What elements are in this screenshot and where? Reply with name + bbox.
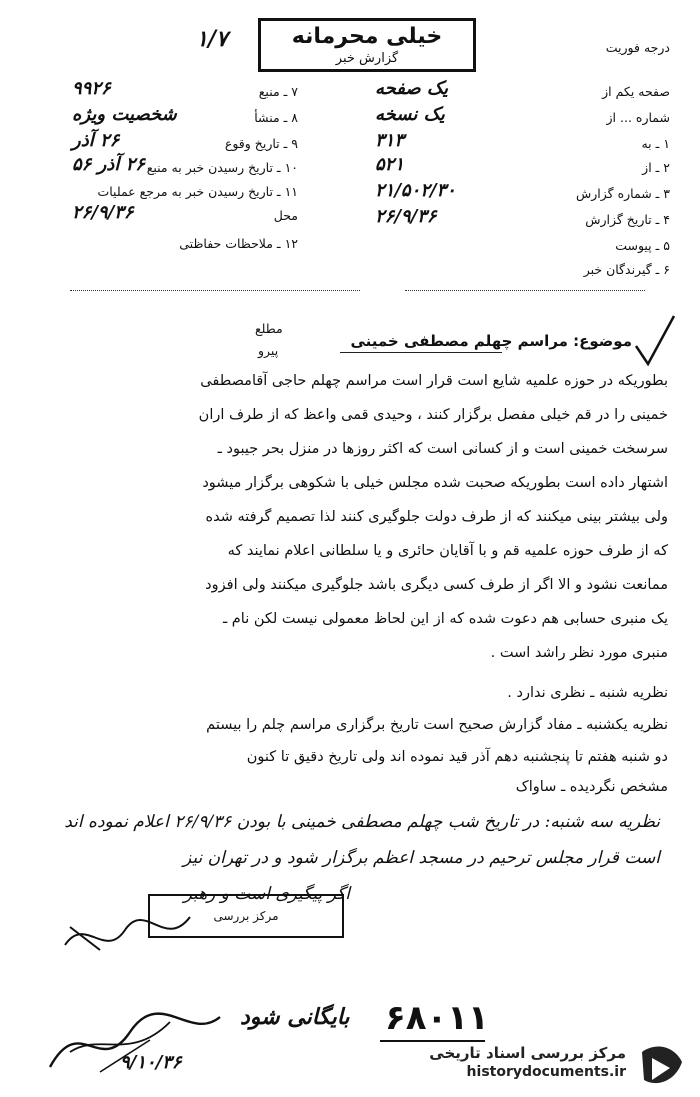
- field-value: ۲۶ آذر: [72, 130, 120, 151]
- field-label: ۷ ـ منبع: [258, 84, 298, 99]
- field-value: ۲۶/۹/۳۶: [375, 206, 437, 227]
- field-label: ۶ ـ گیرندگان خبر: [583, 262, 670, 277]
- mid-mark-b: پیرو: [258, 343, 279, 358]
- archive-number-underline: [380, 1040, 485, 1042]
- field-value: یک نسخه: [375, 104, 445, 125]
- archive-logo-icon: [636, 1040, 686, 1090]
- watermark-text: [429, 1044, 626, 1080]
- field-value: شخصیت ویژه: [72, 104, 177, 125]
- archive-note: بایگانی شود: [240, 1004, 350, 1030]
- separator-dots: [70, 290, 360, 291]
- watermark-line1: مرکز بررسی اسناد تاریخی: [429, 1044, 626, 1062]
- body-line: ممانعت نشود و الا اگر از طرف کسی دیگری باشد جلوگیری میکنند ولی افزود: [205, 577, 668, 593]
- body-line: بطوریکه در حوزه علمیه شایع است قرار است مراسم چهلم حاجی آقامصطفی: [200, 373, 668, 389]
- field-value: ۲۶ آذر ۵۶: [72, 154, 145, 175]
- field-label: ۳ ـ شماره گزارش: [575, 186, 670, 201]
- field-label: صفحه یکم از: [602, 84, 670, 99]
- body-line: که از طرف حوزه علمیه قم و با آقایان حائری و یا سلطانی اعلام نمایند که: [227, 543, 668, 559]
- field-label: ۵ ـ پیوست: [615, 238, 670, 253]
- field-label: ۹ ـ تاریخ وقوع: [224, 136, 298, 151]
- body-line: سرسخت خمینی است و از کسانی است که اکثر روزها در منزل بحر جیبود ـ: [217, 441, 668, 457]
- stamp-subtitle: گزارش خبر: [335, 51, 399, 66]
- note-line: نظریه یکشنبه ـ مفاد گزارش صحیح است تاریخ برگزاری مراسم چلم را بیستم: [206, 717, 668, 733]
- field-label: ۱۱ ـ تاریخ رسیدن خبر به مرجع عملیات: [97, 184, 298, 199]
- field-label: ۴ ـ تاریخ گزارش: [585, 212, 670, 227]
- note-line: مشخص نگردیده ـ ساواک: [515, 779, 668, 795]
- stamp-title: خیلی محرمانه: [291, 24, 443, 49]
- mid-mark-a: مطلع: [255, 321, 283, 336]
- field-label: شماره ... از: [606, 110, 670, 125]
- field-label: ۱ ـ به: [641, 136, 670, 151]
- field-label: ۱۲ ـ ملاحظات حفاظتی: [179, 236, 298, 251]
- handwritten-line: اگر پیگیری است و رهبر: [183, 884, 350, 904]
- handwritten-line: است قرار مجلس ترحیم در مسجد اعظم برگزار شود و در تهران نیز: [183, 848, 660, 868]
- separator-dots: [405, 290, 645, 291]
- note-line: نظریه شنبه ـ نظری ندارد .: [507, 685, 668, 701]
- bottom-signature: [40, 1002, 230, 1082]
- body-line: ولی بیشتر بینی میکنند که از طرف دولت جلوگیری کنند لذا تصمیم گرفته شده: [205, 509, 668, 525]
- field-value: ۵۲۱: [375, 154, 405, 175]
- body-line: یک منبری حسابی هم دعوت شده که از این لحاظ معمولی نیست لکن نام ـ: [222, 611, 668, 627]
- top-left-mark: ۱/۷: [196, 26, 228, 52]
- signature-scribble: [60, 905, 200, 965]
- urgency-label: درجه فوریت: [605, 40, 670, 55]
- watermark-line2: historydocuments.ir: [466, 1064, 626, 1080]
- field-value: یک صفحه: [375, 78, 449, 99]
- note-line: دو شنبه هفتم تا پنجشنبه دهم آذر قید نموده اند ولی تاریخ دقیق تا کنون: [246, 749, 668, 765]
- field-label: ۸ ـ منشأ: [254, 110, 298, 125]
- archive-number: ۶۸۰۱۱: [385, 998, 489, 1038]
- field-label: ۲ ـ از: [642, 160, 670, 175]
- body-line: خمینی را در قم خیلی مفصل برگزار کنند ، وحیدی قمی واعظ که از طرف اران: [198, 407, 668, 423]
- field-value: ۹۹۲۶: [72, 78, 111, 99]
- classification-stamp: [258, 18, 476, 72]
- bottom-date: ۹/۱۰/۳۶: [120, 1052, 182, 1073]
- field-value: ۳۱۳: [375, 130, 405, 151]
- body-line: اشتهار داده است بطوریکه صحبت شده مجلس خیلی با شکوهی برگزار میشود: [202, 475, 668, 491]
- checkmark-icon: [632, 312, 678, 368]
- field-value: ۲۱/۵۰۲/۳۰: [375, 180, 456, 201]
- body-line: منبری مورد نظر راشد است .: [490, 645, 668, 661]
- field-label: ۱۰ ـ تاریخ رسیدن خبر به منبع: [146, 160, 298, 175]
- subject-underline: [340, 352, 502, 353]
- office-stamp: مرکز بررسی: [148, 894, 344, 938]
- field-label: محل: [273, 208, 298, 223]
- subject-line: موضوع: مراسم چهلم مصطفی خمینی: [350, 332, 632, 350]
- handwritten-line: نظریه سه شنبه: در تاریخ شب چهلم مصطفی خمینی با بودن ۲۶/۹/۳۶ اعلام نموده اند: [64, 812, 660, 832]
- field-value: ۲۶/۹/۳۶: [72, 202, 134, 223]
